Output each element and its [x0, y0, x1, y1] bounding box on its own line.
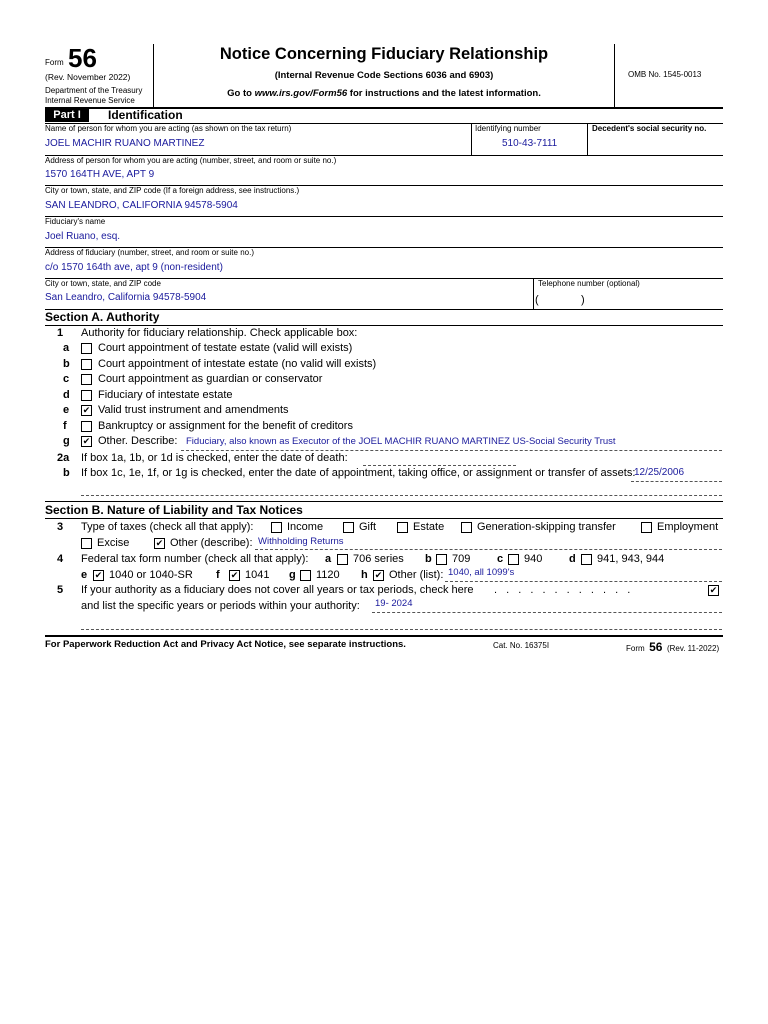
section-b-top-rule — [45, 501, 723, 502]
authority-letter-d: d — [63, 389, 70, 401]
form-1120-label: 1120 — [316, 569, 340, 581]
part1-title: Identification — [108, 108, 183, 122]
form-706-checkbox[interactable] — [337, 554, 348, 565]
form-1120-checkbox[interactable] — [300, 570, 311, 581]
q4d-letter: d — [569, 553, 576, 565]
fiduciary-name-field[interactable]: Joel Ruano, esq. — [45, 231, 121, 242]
other-form-checkbox[interactable]: ✔ — [374, 570, 383, 580]
authority-letter-g: g — [63, 435, 70, 447]
q2a-number: 2a — [57, 452, 70, 464]
section-b-rule — [45, 518, 723, 519]
estate-label: Estate — [413, 521, 445, 533]
address-field[interactable]: 1570 164TH AVE, APT 9 — [45, 169, 155, 180]
authority-letter-e: e — [63, 404, 70, 416]
gift-label: Gift — [359, 521, 377, 533]
other-tax-checkbox[interactable]: ✔ — [155, 538, 164, 548]
q4g-letter: g — [289, 569, 296, 581]
footer-form-id: Form 56 (Rev. 11-2022) — [626, 640, 720, 654]
q4c-letter: c — [497, 553, 504, 565]
authority-checkbox-c[interactable] — [81, 374, 92, 385]
fiduciary-name-label: Fiduciary's name — [45, 217, 106, 226]
other-form-line — [445, 581, 722, 582]
q4e-letter: e — [81, 569, 88, 581]
city-field[interactable]: SAN LEANDRO, CALIFORNIA 94578-5904 — [45, 200, 238, 211]
address-label: Address of person for whom you are acting (number, street, and room or suite no.) — [45, 156, 337, 165]
q3-number: 3 — [57, 521, 64, 533]
row6-divider — [533, 278, 534, 309]
q2b-letter: b — [63, 467, 70, 479]
other-tax-field[interactable]: Withholding Returns — [258, 536, 344, 547]
fiduciary-city-field[interactable]: San Leandro, California 94578-5904 — [45, 292, 207, 303]
telephone-close-paren: ) — [581, 294, 585, 306]
header-divider-right — [614, 44, 615, 108]
form-1040-checkbox[interactable]: ✔ — [94, 570, 103, 580]
authority-label-b: Court appointment of intestate estate (no valid will exists) — [98, 358, 377, 370]
authority-checkbox-a[interactable] — [81, 343, 92, 354]
authority-label-c: Court appointment as guardian or conservator — [98, 373, 323, 385]
income-checkbox[interactable] — [271, 522, 282, 533]
decedent-ssn-field[interactable] — [592, 136, 720, 152]
omb-number: OMB No. 1545-0013 — [628, 70, 702, 79]
q5-text-1: If your authority as a fiduciary does not cover all years or tax periods, check here — [81, 584, 474, 596]
form-1040-label: 1040 or 1040-SR — [109, 569, 193, 581]
section-b-title: Section B. Nature of Liability and Tax Notices — [45, 503, 303, 517]
form-941-label: 941, 943, 944 — [597, 553, 665, 565]
telephone-field[interactable] — [541, 293, 579, 307]
q1-number: 1 — [57, 327, 64, 339]
name-field[interactable]: JOEL MACHIR RUANO MARTINEZ — [45, 138, 205, 149]
q5-number: 5 — [57, 584, 64, 596]
date-of-death-line — [363, 465, 516, 466]
date-of-appointment-field[interactable]: 12/25/2006 — [634, 467, 685, 478]
authority-letter-b: b — [63, 358, 70, 370]
other-describe-field[interactable]: Fiduciary, also known as Executor of the JOEL MACHIR RUANO MARTINEZ US-Social Security Trust — [186, 436, 616, 447]
form-1041-label: 1041 — [245, 569, 270, 581]
fiduciary-address-label: Address of fiduciary (number, street, and room or suite no.) — [45, 248, 254, 257]
employment-label: Employment — [657, 521, 719, 533]
authority-checkbox-b[interactable] — [81, 359, 92, 370]
authority-checkbox-g[interactable]: ✔ — [82, 436, 91, 446]
q3-text: Type of taxes (check all that apply): — [81, 521, 254, 533]
authority-checkbox-e[interactable]: ✔ — [82, 405, 91, 415]
fiduciary-city-label: City or town, state, and ZIP code — [45, 279, 161, 288]
income-label: Income — [287, 521, 324, 533]
excise-label: Excise — [97, 537, 130, 549]
q2b-text: If box 1c, 1e, 1f, or 1g is checked, enter the date of appointment, taking office, or assignment or transfer of assets: — [81, 467, 636, 479]
other-tax-label: Other (describe): — [170, 537, 253, 549]
date-of-death-field[interactable] — [363, 451, 513, 465]
city-label: City or town, state, and ZIP code (If a foreign address, see instructions.) — [45, 186, 300, 195]
row1-divider-2 — [587, 123, 588, 155]
q4b-letter: b — [425, 553, 432, 565]
q2a-text: If box 1a, 1b, or 1d is checked, enter the date of death: — [81, 452, 348, 464]
authority-label-e: Valid trust instrument and amendments — [98, 404, 289, 416]
periods-field[interactable]: 19- 2024 — [375, 598, 413, 609]
authority-letter-c: c — [63, 373, 70, 385]
irs-link[interactable]: www.irs.gov/Form56 — [254, 88, 348, 99]
row1-divider-1 — [471, 123, 472, 155]
q5-leader-dots: . . . . . . . . . . . . — [494, 584, 634, 596]
section-a-title: Section A. Authority — [45, 310, 160, 324]
identifying-number-field[interactable]: 510-43-7111 — [502, 138, 558, 149]
other-form-field[interactable]: 1040, all 1099's — [448, 567, 515, 578]
q4a-letter: a — [325, 553, 332, 565]
form-709-checkbox[interactable] — [436, 554, 447, 565]
estate-checkbox[interactable] — [397, 522, 408, 533]
q2b-continuation-line — [81, 495, 722, 496]
excise-checkbox[interactable] — [81, 538, 92, 549]
authority-checkbox-d[interactable] — [81, 390, 92, 401]
authority-checkbox-f[interactable] — [81, 421, 92, 432]
part1-badge: Part I — [45, 109, 89, 122]
name-label: Name of person for whom you are acting (as shown on the tax return) — [45, 124, 292, 133]
department: Department of the Treasury — [45, 86, 143, 95]
periods-line — [372, 612, 722, 613]
irs: Internal Revenue Service — [45, 96, 135, 105]
paperwork-notice: For Paperwork Reduction Act and Privacy Act Notice, see separate instructions. — [45, 639, 406, 650]
other-tax-line — [255, 549, 722, 550]
form-title: Notice Concerning Fiduciary Relationship — [219, 45, 549, 63]
instructions-line: Go to www.irs.gov/Form56 for instructions and the latest information. — [227, 88, 541, 99]
telephone-label: Telephone number (optional) — [538, 279, 640, 288]
q5-text-2: and list the specific years or periods within your authority: — [81, 600, 360, 612]
periods-continuation-line — [81, 629, 722, 630]
authority-label-a: Court appointment of testate estate (valid will exists) — [98, 342, 353, 354]
authority-label-g: Other. Describe: — [98, 435, 178, 447]
authority-label-f: Bankruptcy or assignment for the benefit of creditors — [98, 420, 353, 432]
form-940-checkbox[interactable] — [508, 554, 519, 565]
form-word: Form — [45, 58, 64, 67]
date-of-appointment-line — [631, 481, 722, 482]
section-a-rule — [45, 325, 723, 326]
q1-text: Authority for fiduciary relationship. Check applicable box: — [81, 327, 358, 339]
gst-checkbox[interactable] — [461, 522, 472, 533]
identifying-number-label: Identifying number — [475, 124, 541, 133]
form-940-label: 940 — [524, 553, 543, 565]
form-1041-checkbox[interactable]: ✔ — [230, 570, 239, 580]
row3-bottom — [45, 216, 723, 217]
q4-text: Federal tax form number (check all that apply): — [81, 553, 309, 565]
form-number: 56 — [68, 43, 97, 73]
gift-checkbox[interactable] — [343, 522, 354, 533]
form-706-label: 706 series — [353, 553, 404, 565]
telephone-open-paren: ( — [535, 294, 539, 306]
footer-rule — [45, 635, 723, 637]
authority-letter-f: f — [63, 420, 67, 432]
authority-label-d: Fiduciary of intestate estate — [98, 389, 233, 401]
gst-label: Generation-skipping transfer — [477, 521, 616, 533]
form-709-label: 709 — [452, 553, 471, 565]
partial-periods-checkbox[interactable]: ✔ — [709, 585, 718, 595]
authority-letter-a: a — [63, 342, 70, 354]
decedent-ssn-label: Decedent's social security no. — [592, 124, 707, 133]
q4-number: 4 — [57, 553, 64, 565]
form-941-checkbox[interactable] — [581, 554, 592, 565]
q4f-letter: f — [216, 569, 220, 581]
catalog-number: Cat. No. 16375I — [493, 641, 550, 650]
employment-checkbox[interactable] — [641, 522, 652, 533]
q4h-letter: h — [361, 569, 368, 581]
form-revision: (Rev. November 2022) — [45, 72, 131, 82]
other-form-label: Other (list): — [389, 569, 444, 581]
fiduciary-address-field[interactable]: c/o 1570 164th ave, apt 9 (non-resident) — [45, 262, 223, 273]
form-subtitle: (Internal Revenue Code Sections 6036 and 6903) — [274, 70, 494, 81]
